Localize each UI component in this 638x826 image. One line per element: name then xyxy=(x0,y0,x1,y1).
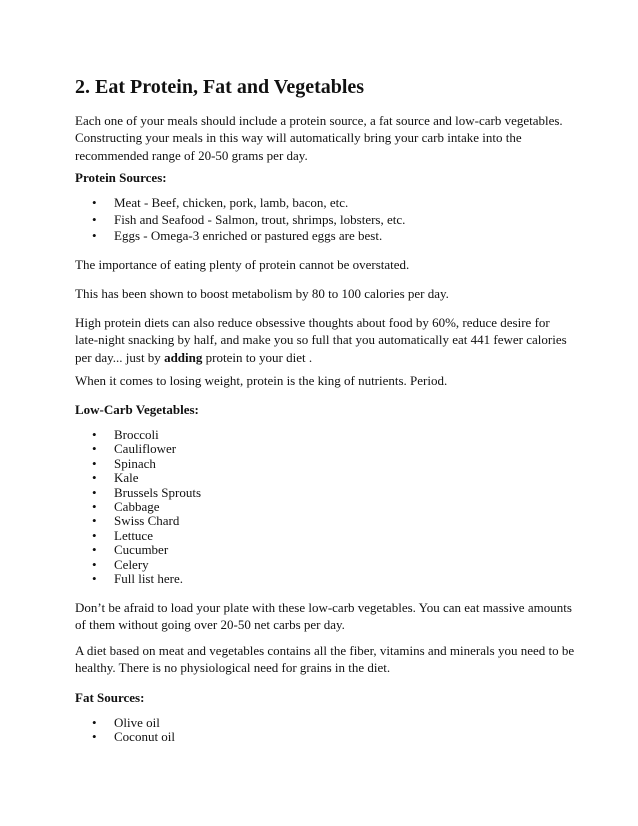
king-paragraph: When it comes to losing weight, protein is the king of nutrients. Period. xyxy=(75,373,448,388)
protein-heading: Protein Sources: xyxy=(75,170,167,185)
intro-paragraph: Each one of your meals should include a protein source, a fat source and low-carb vegetables. Constructing your meals in this way will automatically bring your carb intake into the recommended range of 20-50 grams per day. xyxy=(75,113,563,163)
vegetable-item: • Cabbage xyxy=(0,500,201,514)
fat-heading: Fat Sources: xyxy=(75,690,145,705)
vegetable-item: • Celery xyxy=(0,558,201,572)
protein-item: • Meat - Beef, chicken, pork, lamb, bacon, etc. xyxy=(0,195,405,212)
vegetables-heading: Low-Carb Vegetables: xyxy=(75,402,199,417)
high-protein-text-start: High protein diets can also reduce obsessive thoughts about food by 60%, reduce desire for late-night snacking by half, and make you so full that you automatically eat 441 fewer calories per day... just by xyxy=(75,315,567,365)
high-protein-paragraph xyxy=(75,314,575,366)
fat-list xyxy=(0,716,175,745)
vegetable-item: • Cucumber xyxy=(0,543,201,557)
fat-item: • Olive oil xyxy=(0,716,175,730)
vegetables-list xyxy=(0,428,201,586)
metabolism-paragraph: This has been shown to boost metabolism by 80 to 100 calories per day. xyxy=(75,286,449,301)
fat-item: • Coconut oil xyxy=(0,730,175,744)
section-title: 2. Eat Protein, Fat and Vegetables xyxy=(75,76,365,98)
vegetable-item: • Cauliflower xyxy=(0,442,201,456)
high-protein-text-end: protein to your diet . xyxy=(202,349,313,365)
vegetable-item: • Full list here. xyxy=(0,572,201,586)
high-protein-emphasis: adding xyxy=(164,349,203,365)
protein-item: • Fish and Seafood - Salmon, trout, shrimps, lobsters, etc. xyxy=(0,212,405,229)
load-paragraph: Don’t be afraid to load your plate with these low-carb vegetables. You can eat massive amounts of them without going over 20-50 net carbs per day. xyxy=(75,600,572,633)
vegetable-item: • Broccoli xyxy=(0,428,201,442)
vegetable-item: • Swiss Chard xyxy=(0,514,201,528)
vegetable-item: • Kale xyxy=(0,471,201,485)
protein-item: • Eggs - Omega-3 enriched or pastured eggs are best. xyxy=(0,228,405,245)
vegetable-item: • Spinach xyxy=(0,457,201,471)
vegetable-item: • Brussels Sprouts xyxy=(0,486,201,500)
importance-paragraph: The importance of eating plenty of protein cannot be overstated. xyxy=(75,257,410,272)
protein-list xyxy=(0,195,405,245)
diet-paragraph: A diet based on meat and vegetables contains all the fiber, vitamins and minerals you need to be healthy. There is no physiological need for grains in the diet. xyxy=(75,643,575,676)
vegetable-item: • Lettuce xyxy=(0,529,201,543)
